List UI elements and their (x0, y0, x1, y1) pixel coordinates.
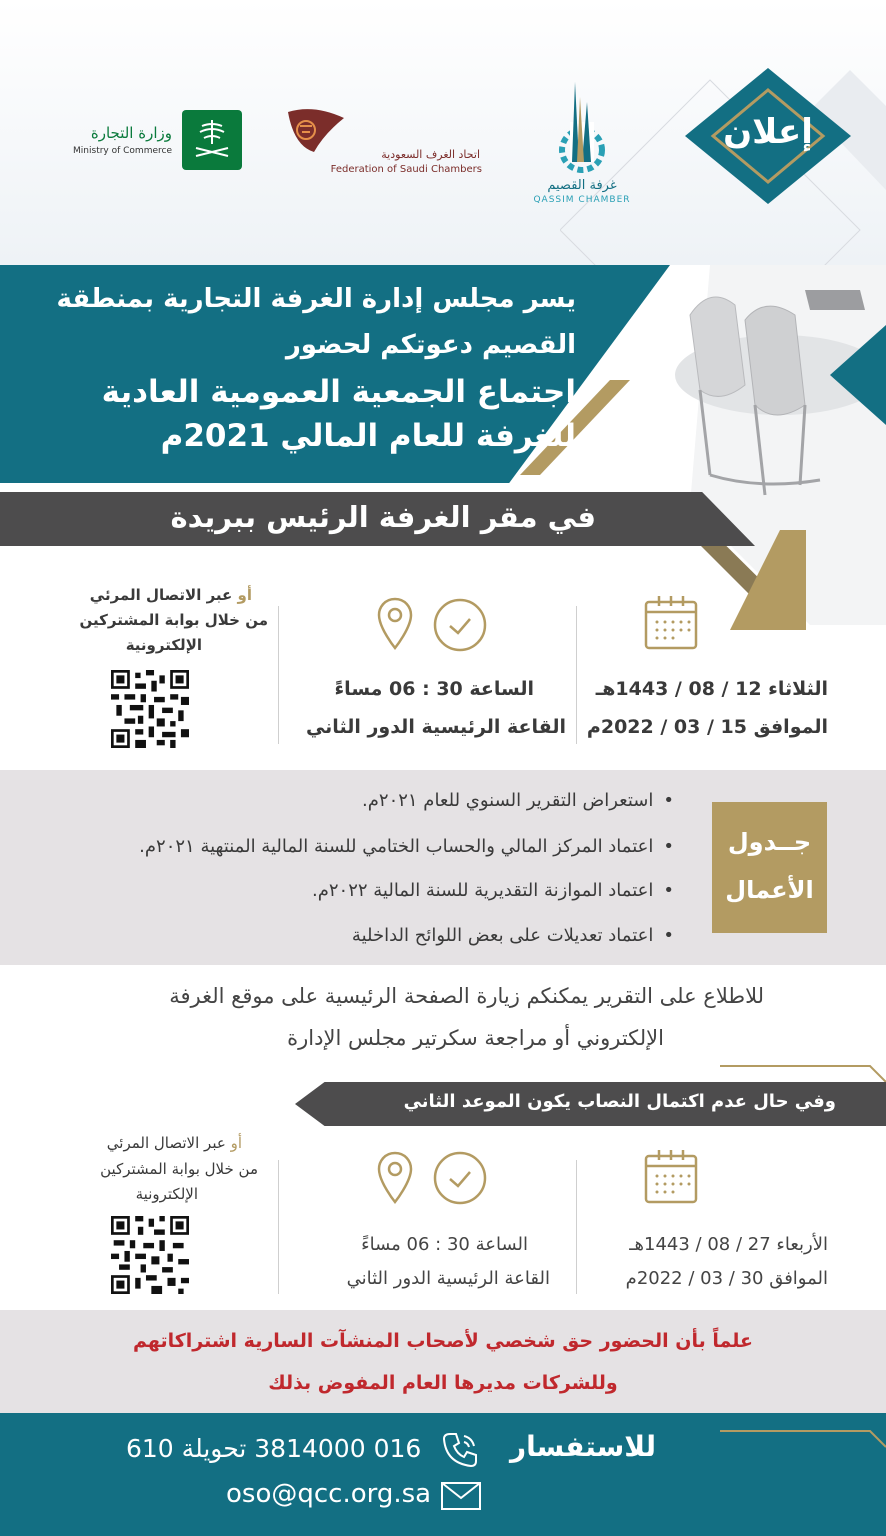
gold-accent-lines (720, 1425, 886, 1465)
second-date-hijri: الأربعاء 27 / 08 / 1443هـ (629, 1234, 828, 1255)
agenda-title-line-2: الأعمال (725, 876, 814, 904)
first-date-hijri: الثلاثاء 12 / 08 / 1443هـ (595, 678, 828, 700)
location-bar-text: في مقر الغرفة الرئيس ببريدة (170, 500, 596, 534)
qr-code-icon[interactable] (111, 1216, 189, 1294)
agenda-item: •اعتماد تعديلات على بعض اللوائح الداخلية (351, 925, 674, 946)
notice-line-2: وللشركات مديرها العام المفوض بذلك (268, 1372, 618, 1394)
notice-section (0, 1310, 886, 1413)
contact-label: للاستفسار (510, 1430, 657, 1463)
first-date-gregorian: الموافق 15 / 03 / 2022م (586, 716, 828, 738)
divider (278, 1160, 279, 1294)
location-pin-icon (376, 596, 414, 652)
agenda-item: •اعتماد الموازنة التقديرية للسنة المالية ٢٠٢٢م. (311, 880, 674, 901)
federation-logo-english: Federation of Saudi Chambers (330, 164, 482, 175)
agenda-item: •اعتماد المركز المالي والحساب الختامي للسنة المالية المنتهية ٢٠٢١م. (139, 836, 674, 857)
agenda-title-line-1: جــدول (727, 828, 812, 856)
ministry-logo-english: Ministry of Commerce (73, 146, 172, 156)
ministry-logo-arabic: وزارة التجارة (90, 124, 172, 142)
federation-logo-arabic: اتحاد الغرف السعودية (381, 148, 480, 161)
location-pin-icon (376, 1150, 414, 1206)
mail-icon (440, 1480, 482, 1512)
federation-logo (284, 106, 348, 154)
second-date-gregorian: الموافق 30 / 03 / 2022م (625, 1268, 828, 1289)
calendar-icon (644, 592, 698, 650)
contact-email[interactable]: oso@qcc.org.sa (226, 1479, 432, 1509)
announcement-badge-text: إعلان (723, 112, 813, 152)
first-remote-line-2: من خلال بوابة المشتركين (79, 611, 268, 629)
banner-line-2: القصيم دعوتكم لحضور (285, 330, 576, 360)
second-hall: القاعة الرئيسية الدور الثاني (346, 1268, 550, 1289)
clock-icon (432, 1150, 488, 1206)
ministry-logo (182, 110, 242, 170)
banner-title: اجتماع الجمعية العمومية العادية (101, 374, 576, 410)
first-remote-line-3: الإلكترونية (125, 636, 202, 654)
second-remote-line-2: من خلال بوابة المشتركين (100, 1160, 258, 1178)
first-hall: القاعة الرئيسية الدور الثاني (305, 716, 566, 738)
notice-line-1: علماً بأن الحضور حق شخصي لأصحاب المنشآت السارية اشتراكاتهم (133, 1330, 753, 1352)
banner-line-1: يسر مجلس إدارة الغرفة التجارية بمنطقة (56, 284, 576, 314)
phone-icon (440, 1430, 480, 1470)
clock-icon (432, 597, 488, 653)
calendar-icon (644, 1146, 698, 1204)
report-note-line-1: للاطلاع على التقرير يمكنكم زيارة الصفحة الرئيسية على موقع الغرفة (169, 984, 764, 1008)
second-remote-line-1: أو عبر الاتصال المرئي (106, 1134, 242, 1152)
first-remote-line-1: أو عبر الاتصال المرئي (89, 586, 252, 604)
qassim-chamber-logo (527, 72, 637, 182)
second-remote-line-3: الإلكترونية (135, 1185, 198, 1203)
qr-code-icon[interactable] (111, 670, 189, 748)
agenda-title-box (712, 802, 827, 933)
divider (278, 606, 279, 744)
banner-subtitle: للغرفة للعام المالي 2021م (160, 418, 576, 454)
second-time: الساعة 30 : 06 مساءً (361, 1234, 528, 1255)
report-note-line-2: الإلكتروني أو مراجعة سكرتير مجلس الإدارة (287, 1026, 664, 1050)
qassim-logo-english: QASSIM CHAMBER (533, 195, 631, 205)
qassim-logo-arabic: غرفة القصيم (547, 178, 617, 193)
contact-phone[interactable]: 016 3814000 تحويلة 610 (126, 1434, 422, 1463)
divider (576, 606, 577, 744)
divider (576, 1160, 577, 1294)
second-appointment-text: وفي حال عدم اكتمال النصاب يكون الموعد الثاني (403, 1091, 836, 1112)
first-time: الساعة 30 : 06 مساءً (334, 678, 534, 700)
agenda-item: •استعراض التقرير السنوي للعام ٢٠٢١م. (362, 790, 674, 811)
